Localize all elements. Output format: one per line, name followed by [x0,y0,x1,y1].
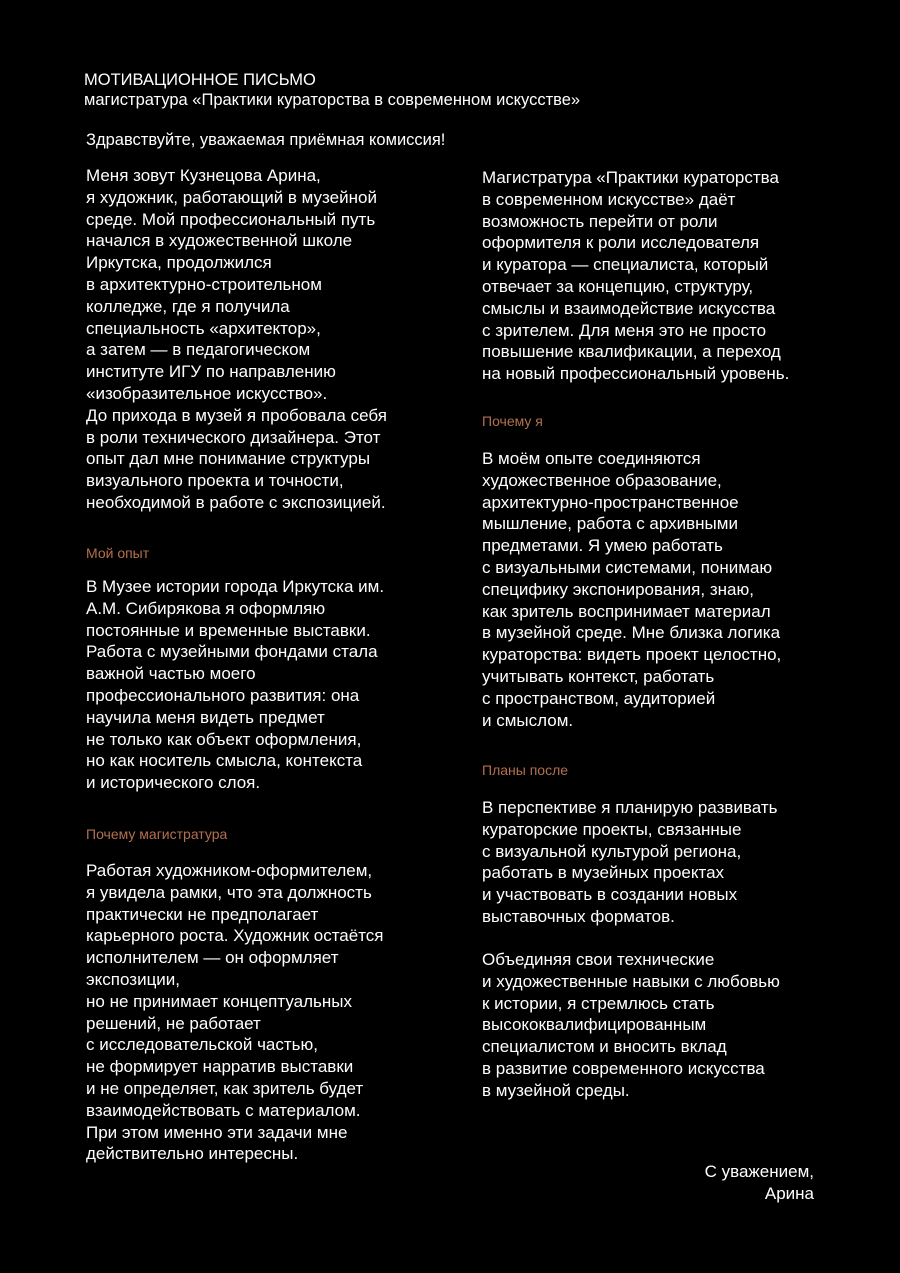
why-me-paragraph: В моём опыте соединяются художественное образование, архитектурно-пространственное мышление, работа с архивными предметами. Я умею работать с визуальными системами, понимаю специфику экспонирования, знаю, как зритель воспринимает материал в музейной среде. Мне близка логика кураторства: видеть проект целостно, учитывать контекст, работать с пространством, аудиторией и смыслом. [482,449,782,730]
closing-phrase: С уважением, [704,1162,814,1181]
section-title-why-me: Почему я [482,413,543,429]
signature-name: Арина [764,1184,814,1203]
why-master-paragraph: Работая художником-оформителем, я увидела рамки, что эта должность практически не предполагает карьерного роста. Художник остаётся исполнителем — он оформляет экспозиции, но не принимает концептуальных решений, не работает с исследовательской частью, не формирует нарратив выставки и не определяет, как зритель будет взаимодействовать с материалом. При этом именно эти задачи мне действительно интересны. [86,861,384,1164]
section-title-plans: Планы после [482,762,569,778]
section-title-experience: Мой опыт [86,545,150,561]
section-title-why-master: Почему магистратура [86,826,228,842]
program-paragraph: Магистратура «Практики кураторства в современном искусстве» даёт возможность перейти от роли оформителя к роли исследователя и куратора — специалиста, который отвечает за концепцию, структуру, смыслы и взаимодействие искусства с зрителем. Для меня это не просто повышение квалификации, а переход на новый профессиональный уровень. [482,168,790,384]
program-subtitle: магистратура «Практики кураторства в современном искусстве» [84,91,581,109]
greeting: Здравствуйте, уважаемая приёмная комиссия! [86,131,446,149]
conclusion-paragraph: Объединяя свои технические и художественные навыки с любовью к истории, я стремлюсь стать высококвалифицированным специалистом и вносить вклад в развитие современного искусства в музейной среды. [482,950,780,1100]
intro-paragraph: Меня зовут Кузнецова Арина, я художник, работающий в музейной среде. Мой профессиональный путь начался в художественной школе Иркутска, продолжился в архитектурно-строительном колледже, где я получила специальность «архитектор», а затем — в педагогическом институте ИГУ по направлению «изобразительное искусство». До прихода в музей я пробовала себя в роли технического дизайнера. Этот опыт дал мне понимание структуры визуального проекта и точности, необходимой в работе с экспозицией. [86,166,387,512]
left-column [86,165,456,1164]
letter-title: МОТИВАЦИОННОЕ ПИСЬМО [84,71,316,89]
letter-header [84,70,580,110]
signature-block [705,1161,814,1205]
experience-paragraph: В Музее истории города Иркутска им. А.М. Сибирякова я оформляю постоянные и временные выставки. Работа с музейными фондами стала важной частью моего профессионального развития: она научила меня видеть предмет не только как объект оформления, но как носитель смысла, контекста и исторического слоя. [86,577,385,793]
plans-paragraph: В перспективе я планирую развивать кураторские проекты, связанные с визуальной культурой региона, работать в музейных проектах и участвовать в создании новых выставочных форматов. [482,798,778,926]
